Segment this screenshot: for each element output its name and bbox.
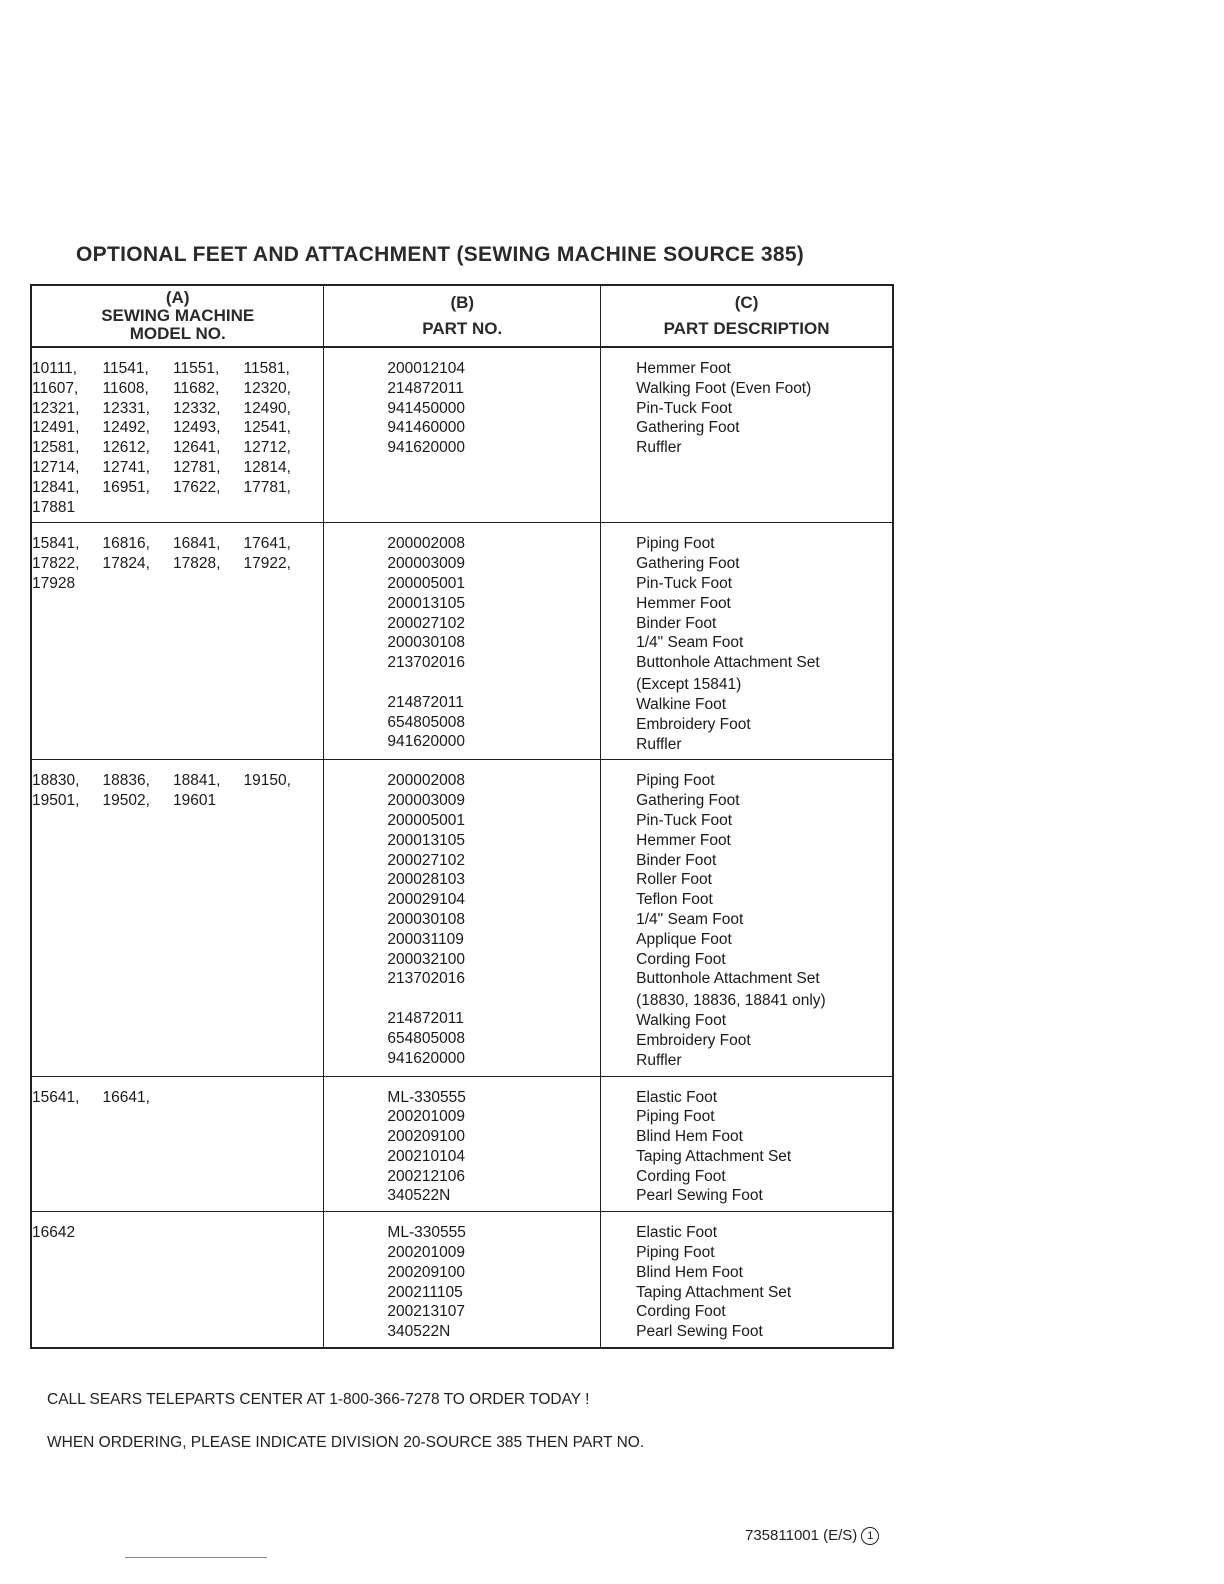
part-number: 941620000 (387, 1049, 465, 1067)
part-number: 200213107 (387, 1303, 465, 1321)
model-number: 18836, (102, 772, 150, 790)
blue-rule-line (125, 1557, 267, 1558)
part-description: Cording Foot (636, 950, 726, 968)
model-number: 17881 (32, 498, 76, 516)
part-description: Taping Attachment Set (636, 1283, 792, 1301)
part-number: ML-330555 (387, 1088, 466, 1106)
model-number: 12581, (32, 439, 80, 457)
model-number: 17641, (243, 535, 291, 553)
table-row (31, 1212, 893, 1348)
part-numbers-cell (324, 760, 601, 1076)
part-number: 200005001 (387, 811, 465, 829)
model-number: 12641, (173, 439, 221, 457)
part-description: Pin-Tuck Foot (636, 574, 733, 592)
part-number-spacer (324, 673, 600, 693)
model-number: 12491, (32, 419, 80, 437)
part-number: 214872011 (387, 1009, 464, 1027)
part-number: 200209100 (387, 1128, 465, 1146)
part-number: 200013105 (387, 594, 465, 612)
part-description: Embroidery Foot (636, 715, 751, 733)
part-number: 200012104 (387, 360, 465, 377)
part-numbers-cell (324, 523, 601, 760)
part-description: Hemmer Foot (636, 831, 731, 849)
model-numbers-line (32, 418, 323, 438)
header-model-letter: (A) (165, 288, 190, 307)
model-number: 11608, (102, 379, 149, 397)
model-number: 12541, (243, 419, 291, 437)
model-number: 17922, (243, 555, 291, 573)
part-descriptions-cell (601, 1076, 893, 1212)
model-number: 11607, (32, 379, 79, 397)
model-numbers-line (32, 458, 323, 478)
model-numbers-line (32, 478, 323, 498)
model-numbers-line (32, 399, 323, 419)
header-model-no (31, 285, 324, 347)
part-description: Applique Foot (636, 930, 732, 948)
part-number: 200002008 (387, 535, 465, 553)
part-numbers-cell (324, 347, 601, 523)
model-numbers-cell (31, 1212, 324, 1348)
part-description: Walkine Foot (636, 695, 726, 713)
model-number: 12490, (243, 399, 291, 417)
model-number: 19601 (173, 792, 217, 810)
part-description: Buttonhole Attachment Set (636, 970, 820, 988)
part-number: 200201009 (387, 1108, 465, 1126)
model-number: 19502, (102, 792, 150, 810)
model-number: 12612, (102, 439, 150, 457)
model-number: 12814, (243, 458, 291, 476)
model-numbers-line (32, 534, 323, 554)
header-part-description (601, 285, 893, 347)
part-description: Piping Foot (636, 772, 715, 790)
model-number: 12841, (32, 478, 80, 496)
part-number: 200201009 (387, 1244, 465, 1262)
header-part-letter: (B) (450, 293, 475, 312)
part-number: 200029104 (387, 891, 465, 909)
model-number: 12781, (173, 458, 221, 476)
header-part-label: PART NO. (422, 319, 503, 338)
model-number: 12712, (243, 439, 291, 457)
model-number: 16841, (173, 535, 221, 553)
part-number-spacer (324, 989, 600, 1009)
model-number: 16951, (102, 478, 150, 496)
part-description: Walking Foot (636, 1012, 726, 1030)
part-description: Gathering Foot (636, 419, 740, 437)
model-number: 12493, (173, 419, 221, 437)
model-number: 10111, (32, 360, 78, 377)
model-numbers-line (32, 771, 323, 791)
part-description: Cording Foot (636, 1167, 726, 1185)
part-description: Gathering Foot (636, 792, 740, 810)
part-description: Teflon Foot (636, 891, 713, 909)
model-number: 11581, (243, 360, 290, 377)
model-number: 19150, (243, 772, 291, 790)
part-number: 654805008 (387, 713, 465, 731)
part-descriptions-cell (601, 347, 893, 523)
part-description: Cording Foot (636, 1303, 726, 1321)
model-number: 19501, (32, 792, 80, 810)
order-instructions-note: WHEN ORDERING, PLEASE INDICATE DIVISION 20-SOURCE 385 THEN PART NO. (47, 1434, 645, 1451)
part-descriptions-cell (601, 1212, 893, 1348)
model-numbers-line (32, 574, 323, 594)
model-number: 11551, (173, 360, 220, 377)
part-description: Binder Foot (636, 614, 717, 632)
part-description: Roller Foot (636, 871, 712, 889)
part-number: ML-330555 (387, 1224, 466, 1242)
part-number: 200209100 (387, 1263, 465, 1281)
part-number: 200003009 (387, 792, 465, 810)
part-description-note: (Except 15841) (636, 676, 742, 694)
model-numbers-cell (31, 1076, 324, 1212)
order-phone-note: CALL SEARS TELEPARTS CENTER AT 1-800-366-7278 TO ORDER TODAY ! (47, 1391, 590, 1408)
model-number: 17822, (32, 555, 80, 573)
part-number: 340522N (387, 1187, 451, 1205)
part-description: Gathering Foot (636, 555, 740, 573)
model-number: 17781, (243, 478, 291, 496)
model-number: 15841, (32, 535, 80, 553)
part-number: 200005001 (387, 574, 465, 592)
part-number: 214872011 (387, 693, 464, 711)
part-description: Elastic Foot (636, 1088, 718, 1106)
model-numbers-line (32, 359, 323, 379)
part-number: 200031109 (387, 930, 464, 948)
part-description: Hemmer Foot (636, 360, 731, 377)
part-description: Elastic Foot (636, 1224, 718, 1242)
header-desc-label: PART DESCRIPTION (663, 319, 830, 338)
part-number: 200013105 (387, 831, 465, 849)
part-number: 200003009 (387, 555, 465, 573)
part-description: Piping Foot (636, 1108, 715, 1126)
model-number: 12714, (32, 458, 80, 476)
part-number: 941460000 (387, 419, 465, 437)
part-number: 941620000 (387, 439, 465, 457)
model-number: 12321, (32, 399, 80, 417)
part-description: Piping Foot (636, 535, 715, 553)
part-description: Taping Attachment Set (636, 1147, 792, 1165)
part-numbers-cell (324, 1076, 601, 1212)
part-description: Pearl Sewing Foot (636, 1187, 763, 1205)
model-number: 12332, (173, 399, 221, 417)
parts-table-body (31, 347, 893, 1348)
part-number: 340522N (387, 1323, 451, 1341)
part-number: 654805008 (387, 1029, 465, 1047)
part-number: 214872011 (387, 379, 464, 397)
part-description-note: (18830, 18836, 18841 only) (636, 992, 826, 1010)
part-description: 1/4" Seam Foot (636, 910, 744, 928)
model-numbers-cell (31, 347, 324, 523)
part-descriptions-cell (601, 523, 893, 760)
model-numbers-line (32, 498, 323, 518)
part-number: 200028103 (387, 871, 465, 889)
model-number: 11541, (102, 360, 149, 377)
part-description: Blind Hem Foot (636, 1128, 743, 1146)
page-title: OPTIONAL FEET AND ATTACHMENT (SEWING MACHINE SOURCE 385) (76, 243, 805, 266)
part-description: Buttonhole Attachment Set (636, 654, 820, 672)
document-number-text: 735811001 (E/S) (745, 1527, 858, 1544)
part-number: 200027102 (387, 614, 465, 632)
part-description: 1/4" Seam Foot (636, 634, 744, 652)
part-description: Blind Hem Foot (636, 1263, 743, 1281)
model-number: 16816, (102, 535, 150, 553)
part-number: 200210104 (387, 1147, 465, 1165)
model-number: 15641, (32, 1088, 80, 1106)
table-row (31, 347, 893, 523)
part-number: 941450000 (387, 399, 465, 417)
page-mark: 1 (861, 1527, 879, 1545)
header-model-line2: MODEL NO. (129, 324, 226, 343)
part-number: 213702016 (387, 970, 465, 988)
part-number: 200032100 (387, 950, 465, 968)
model-number: 17622, (173, 478, 221, 496)
model-numbers-line (32, 1088, 323, 1108)
part-number: 200030108 (387, 634, 465, 652)
model-numbers-cell (31, 760, 324, 1076)
table-row (31, 1076, 893, 1212)
header-part-no (324, 285, 601, 347)
part-number: 200212106 (387, 1167, 465, 1185)
part-description: Hemmer Foot (636, 594, 731, 612)
model-numbers-line (32, 1223, 323, 1243)
part-description: Ruffler (636, 735, 682, 753)
model-number: 17824, (102, 555, 150, 573)
table-header-row (31, 285, 893, 347)
model-number: 12320, (243, 379, 291, 397)
model-numbers-line (32, 554, 323, 574)
header-desc-letter: (C) (734, 293, 759, 312)
part-number: 200002008 (387, 772, 465, 790)
model-number: 16642 (32, 1224, 76, 1242)
part-description: Embroidery Foot (636, 1031, 751, 1049)
part-description: Piping Foot (636, 1244, 715, 1262)
part-description: Pearl Sewing Foot (636, 1323, 763, 1341)
model-number: 18830, (32, 772, 80, 790)
model-number: 11682, (173, 379, 220, 397)
model-number: 12331, (102, 399, 150, 417)
model-numbers-line (32, 791, 323, 811)
part-description: Binder Foot (636, 851, 717, 869)
part-description: Pin-Tuck Foot (636, 399, 733, 417)
model-number: 18841, (173, 772, 221, 790)
model-number: 16641, (102, 1088, 150, 1106)
table-row (31, 523, 893, 760)
part-numbers-cell (324, 1212, 601, 1348)
part-description: Ruffler (636, 439, 682, 457)
part-description: Ruffler (636, 1051, 682, 1069)
document-number (745, 1527, 879, 1545)
model-numbers-line (32, 438, 323, 458)
part-description: Pin-Tuck Foot (636, 811, 733, 829)
part-description: Walking Foot (Even Foot) (636, 379, 812, 397)
part-number: 213702016 (387, 654, 465, 672)
model-numbers-cell (31, 523, 324, 760)
part-number: 200030108 (387, 910, 465, 928)
part-descriptions-cell (601, 760, 893, 1076)
model-number: 17928 (32, 574, 76, 592)
model-number: 17828, (173, 555, 221, 573)
model-number: 12741, (102, 458, 150, 476)
part-number: 941620000 (387, 733, 465, 751)
part-number: 200211105 (387, 1283, 463, 1301)
header-model-line1: SEWING MACHINE (101, 306, 255, 325)
parts-table (30, 284, 894, 1349)
table-row (31, 760, 893, 1076)
model-number: 12492, (102, 419, 150, 437)
model-numbers-line (32, 379, 323, 399)
part-number: 200027102 (387, 851, 465, 869)
